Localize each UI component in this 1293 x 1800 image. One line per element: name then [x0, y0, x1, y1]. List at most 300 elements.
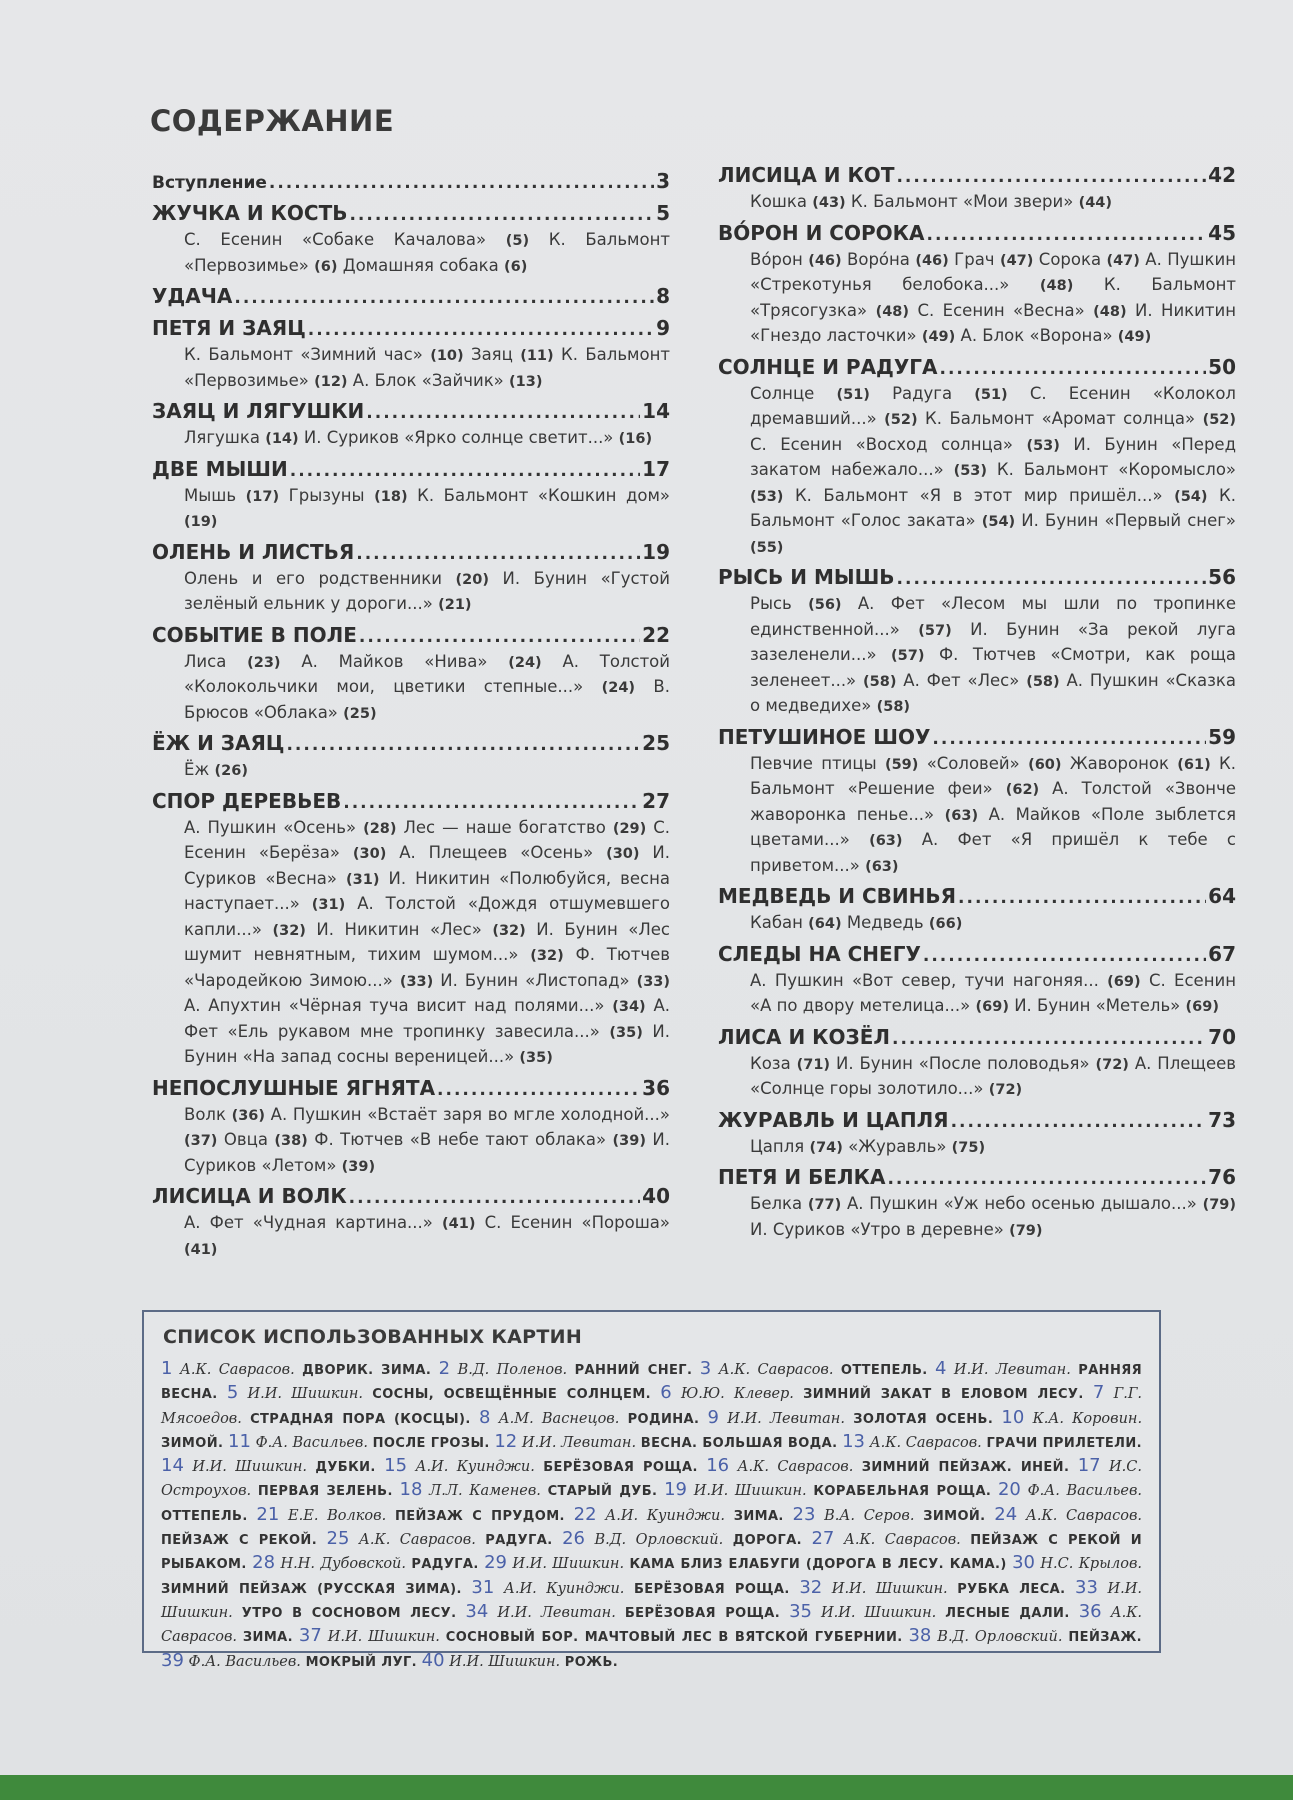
- painting-number: 37: [298, 1625, 322, 1647]
- toc-page-number: 22: [642, 622, 670, 647]
- toc-heading: [718, 724, 1236, 752]
- toc-leader-dots: [940, 356, 1207, 382]
- painting-title: ОТТЕПЕЛЬ.: [161, 1508, 248, 1524]
- subentry-text: К. Бальмонт «Коромысло»: [987, 460, 1237, 479]
- subentry-text: А. Майков «Нива»: [280, 651, 509, 671]
- toc-heading: [152, 168, 670, 196]
- toc-heading: [152, 730, 670, 758]
- painting-author: И.С. Остроухов.: [161, 1459, 1142, 1500]
- subentry-page-ref: (48): [1039, 278, 1074, 294]
- toc-entry: [152, 1183, 670, 1262]
- subentry-text: Цапля: [750, 1136, 810, 1156]
- painting-title: КОРАБЕЛЬНАЯ РОЩА.: [813, 1484, 992, 1500]
- painting-title: РАДУГА.: [411, 1557, 479, 1573]
- toc-subentries: [718, 382, 1236, 561]
- painting-author: А.К. Саврасов.: [161, 1604, 1143, 1646]
- toc-leader-dots: [234, 285, 654, 311]
- painting-title: МОКРЫЙ ЛУГ.: [305, 1654, 418, 1670]
- painting-number: 8: [478, 1406, 491, 1428]
- toc-heading-title: ЛИСИЦА И КОТ: [718, 163, 895, 187]
- toc-entry: [718, 883, 1236, 937]
- toc-page-number: 3: [656, 169, 670, 193]
- subentry-page-ref: (13): [509, 373, 543, 390]
- toc-entry: [718, 220, 1236, 350]
- subentry-text: Кошка: [750, 192, 813, 211]
- painting-author: И.И. Шишкин.: [449, 1653, 561, 1670]
- painting-author: Ф.А. Васильев.: [188, 1653, 301, 1670]
- subentry-text: К. Бальмонт «Зимний час»: [184, 345, 431, 364]
- subentry-page-ref: (39): [341, 1158, 376, 1175]
- subentry-page-ref: (79): [1202, 1197, 1236, 1213]
- toc-page-number: 45: [1208, 220, 1236, 245]
- subentry-text: С. Есенин «А по двору метелица...»: [750, 970, 1237, 1015]
- subentry-text: А. Толстой «Колокольчики мои, цветики степные...»: [184, 651, 670, 696]
- toc-heading: [718, 883, 1236, 911]
- toc-heading-title: ПЕТУШИНОЕ ШОУ: [718, 724, 931, 749]
- subentry-text: Лягушка: [184, 428, 266, 447]
- subentry-page-ref: (44): [1078, 195, 1113, 211]
- toc-subentries: [718, 592, 1236, 720]
- painting-author: И.И. Шишкин.: [192, 1459, 307, 1476]
- subentry-page-ref: (51): [974, 386, 1008, 403]
- painting-author: А.И. Куинджи.: [415, 1459, 535, 1476]
- subentry-text: И. Бунин «Густой зелёный ельник у дороги...»: [184, 568, 670, 613]
- painting-author: Е.Е. Волков.: [288, 1507, 387, 1524]
- subentry-text: А. Толстой «Звонче жаворонка пенье...»: [750, 779, 1236, 824]
- subentry-text: Воро́на: [841, 249, 916, 269]
- toc-leader-dots: [951, 1109, 1207, 1135]
- subentry-text: И. Суриков «Ярко солнце светит...»: [298, 428, 619, 447]
- toc-left-column: [152, 168, 670, 1266]
- subentry-page-ref: (33): [636, 973, 671, 990]
- toc-subentries: [718, 1192, 1236, 1243]
- toc-heading: [152, 200, 670, 228]
- subentry-page-ref: (26): [214, 763, 248, 779]
- toc-entry: [152, 539, 670, 618]
- subentry-page-ref: (48): [1093, 303, 1127, 320]
- subentry-page-ref: (63): [865, 858, 899, 875]
- subentry-page-ref: (20): [455, 571, 489, 588]
- subentry-text: «Журавль»: [842, 1136, 952, 1156]
- toc-heading-title: СЛЕДЫ НА СНЕГУ: [718, 941, 921, 966]
- subentry-page-ref: (66): [928, 916, 963, 932]
- painting-title: УТРО В СОСНОВОМ ЛЕСУ.: [241, 1605, 457, 1621]
- painting-title: ЗИМНИЙ ПЕЙЗАЖ. ИНЕЙ.: [861, 1460, 1070, 1476]
- toc-heading-title: ПЕТЯ И ЗАЯЦ: [152, 316, 306, 340]
- subentry-text: К. Бальмонт «Голос заката»: [750, 485, 1236, 530]
- footer-bar: [0, 1775, 1293, 1800]
- subentry-page-ref: (46): [808, 252, 842, 269]
- toc-heading: [718, 354, 1236, 382]
- toc-entry: [718, 941, 1236, 1020]
- toc-leader-dots: [356, 541, 640, 567]
- subentry-text: Овца: [217, 1130, 275, 1149]
- subentry-page-ref: (72): [1095, 1056, 1129, 1073]
- painting-author: А.К. Саврасов.: [843, 1532, 961, 1549]
- subentry-page-ref: (69): [1185, 999, 1219, 1015]
- painting-number: 6: [660, 1382, 672, 1404]
- subentry-text: С. Есенин «Берёза»: [184, 817, 670, 862]
- subentry-page-ref: (74): [809, 1139, 843, 1156]
- toc-subentries: [152, 343, 670, 394]
- subentry-text: Радуга: [869, 383, 975, 403]
- painting-number: 22: [573, 1503, 597, 1525]
- toc-subentries: [152, 650, 670, 727]
- toc-heading-title: ВО́РОН И СОРОКА: [718, 220, 925, 245]
- subentry-text: И. Никитин «Полюбуйся, весна наступает...»: [184, 868, 670, 913]
- painting-author: А.К. Саврасов.: [737, 1459, 854, 1476]
- subentry-text: А. Пушкин «Стрекотунья белобока...»: [750, 249, 1236, 294]
- toc-heading: [152, 788, 670, 816]
- toc-entry: [152, 788, 670, 1071]
- painting-number: 12: [494, 1430, 518, 1452]
- subentry-text: С. Есенин «Весна»: [909, 300, 1094, 320]
- toc-heading-title: ОЛЕНЬ И ЛИСТЬЯ: [152, 539, 355, 564]
- painting-number: 27: [811, 1528, 835, 1550]
- toc-subentries: [718, 911, 1236, 937]
- subentry-text: А. Плещеев «Солнце горы золотило...»: [750, 1053, 1236, 1098]
- toc-page-number: 70: [1208, 1024, 1236, 1049]
- subentry-text: Мышь: [184, 485, 246, 505]
- subentry-page-ref: (5): [505, 233, 530, 249]
- toc-page-number: 76: [1208, 1165, 1236, 1189]
- toc-heading-title: ЗАЯЦ И ЛЯГУШКИ: [152, 399, 365, 423]
- subentry-text: А. Пушкин «Встаёт заря во мгле холодной...»: [265, 1104, 671, 1124]
- painting-number: 35: [789, 1600, 812, 1622]
- subentry-page-ref: (6): [314, 258, 338, 275]
- subentry-text: И. Бунин «Первый снег»: [1015, 511, 1237, 530]
- toc-heading: [718, 1107, 1236, 1135]
- toc-leader-dots: [290, 458, 640, 484]
- toc-right-column: [718, 162, 1236, 1247]
- toc-heading-title: СОБЫТИЕ В ПОЛЕ: [152, 622, 357, 647]
- toc-page-number: 73: [1208, 1107, 1236, 1132]
- painting-title: ГРАЧИ ПРИЛЕТЕЛИ.: [986, 1435, 1142, 1451]
- subentry-text: Солнце: [750, 383, 837, 403]
- subentry-text: С. Есенин «Пороша»: [475, 1213, 671, 1232]
- painting-author: А.К. Саврасов.: [869, 1434, 982, 1451]
- toc-page-number: 50: [1208, 354, 1236, 379]
- painting-title: ЗОЛОТАЯ ОСЕНЬ.: [853, 1411, 994, 1427]
- painting-title: БЕРЁЗОВАЯ РОЩА.: [633, 1581, 790, 1597]
- painting-title: РОДИНА.: [627, 1411, 700, 1427]
- painting-title: БЕРЁЗОВАЯ РОЩА.: [624, 1605, 781, 1621]
- subentry-text: Волк: [184, 1104, 232, 1124]
- painting-number: 10: [1001, 1406, 1025, 1428]
- subentry-text: Ф. Тютчев «Чародейкою Зимою...»: [184, 945, 670, 990]
- subentry-text: И. Бунин «Перед закатом набежало...»: [750, 434, 1236, 479]
- toc-leader-dots: [349, 202, 654, 228]
- toc-entry: [718, 1024, 1236, 1103]
- painting-number: 39: [161, 1649, 184, 1671]
- subentry-text: И. Никитин «Гнездо ласточки»: [750, 300, 1236, 345]
- subentry-text: Олень и его родственники: [184, 568, 456, 588]
- toc-heading-title: НЕПОСЛУШНЫЕ ЯГНЯТА: [152, 1075, 436, 1100]
- subentry-page-ref: (6): [504, 258, 528, 275]
- subentry-text: И. Суриков «Весна»: [184, 843, 670, 888]
- subentry-text: К. Бальмонт «Я в этот мир пришёл...»: [783, 485, 1175, 505]
- subentry-text: К. Бальмонт «Первозимье»: [184, 345, 670, 390]
- toc-heading-title: ЛИСИЦА И ВОЛК: [152, 1184, 347, 1208]
- toc-entry: [152, 398, 670, 452]
- subentry-page-ref: (32): [492, 922, 526, 939]
- toc-subentries: [152, 484, 670, 535]
- subentry-text: А. Блок «Зайчик»: [347, 370, 510, 390]
- painting-title: РАННЯЯ ВЕСНА.: [161, 1363, 1143, 1403]
- painting-author: Н.С. Крылов.: [1040, 1556, 1143, 1573]
- painting-number: 40: [421, 1649, 445, 1671]
- toc-entry: [718, 1107, 1236, 1161]
- toc-page-number: 42: [1208, 163, 1236, 187]
- subentry-text: Медведь: [841, 913, 929, 932]
- toc-page-number: 64: [1208, 884, 1236, 908]
- toc-page-number: 17: [642, 456, 670, 481]
- subentry-text: Грач: [948, 249, 1000, 269]
- subentry-text: Жаворонок: [1061, 753, 1178, 773]
- painting-author: Ф.А. Васильев.: [255, 1434, 368, 1451]
- subentry-text: Рысь: [750, 594, 809, 613]
- toc-subentries: [718, 248, 1236, 350]
- painting-title: ЗИМНИЙ ПЕЙЗАЖ (РУССКАЯ ЗИМА).: [161, 1581, 462, 1597]
- subentry-text: А. Толстой «Дождя отшумевшего капли...»: [184, 894, 670, 939]
- painting-author: В.Д. Поленов.: [457, 1362, 568, 1378]
- toc-entry: [152, 1075, 670, 1180]
- toc-heading: [718, 220, 1236, 248]
- subentry-text: К. Бальмонт «Первозимье»: [184, 230, 670, 275]
- toc-heading: [152, 398, 670, 426]
- subentry-text: А. Фет «Лесом мы шли по тропинке единственной...»: [750, 594, 1236, 639]
- subentry-page-ref: (49): [1117, 329, 1152, 345]
- toc-leader-dots: [926, 222, 1206, 248]
- subentry-text: К. Бальмонт «Решение феи»: [750, 753, 1236, 798]
- subentry-page-ref: (54): [1174, 488, 1208, 505]
- painting-author: А.И. Куинджи.: [605, 1507, 725, 1524]
- painting-author: А.К. Саврасов.: [1025, 1507, 1143, 1524]
- painting-author: К.А. Коровин.: [1032, 1410, 1143, 1427]
- toc-heading-title: РЫСЬ И МЫШЬ: [718, 565, 895, 589]
- painting-number: 26: [562, 1528, 585, 1550]
- painting-number: 17: [1077, 1455, 1101, 1477]
- painting-title: БЕРЁЗОВАЯ РОЩА.: [543, 1460, 698, 1476]
- subentry-page-ref: (54): [981, 514, 1016, 530]
- toc-page-number: 8: [656, 284, 670, 308]
- painting-title: ЗИМОЙ.: [923, 1508, 986, 1524]
- painting-author: Ю.Ю. Клевер.: [680, 1386, 794, 1403]
- toc-entry: [152, 456, 670, 535]
- subentry-page-ref: (14): [265, 431, 299, 447]
- painting-number: 2: [438, 1358, 451, 1379]
- subentry-page-ref: (69): [975, 999, 1009, 1015]
- subentry-page-ref: (49): [921, 329, 956, 345]
- painting-title: КАМА БЛИЗ ЕЛАБУГИ (ДОРОГА В ЛЕСУ. КАМА.): [629, 1557, 1007, 1573]
- subentry-page-ref: (55): [750, 539, 784, 556]
- painting-title: ЗИМОЙ.: [161, 1435, 224, 1451]
- painting-number: 20: [997, 1479, 1021, 1501]
- toc-heading: [718, 162, 1236, 190]
- subentry-page-ref: (75): [951, 1139, 986, 1156]
- subentry-page-ref: (24): [601, 680, 636, 696]
- painting-author: А.К. Саврасов.: [179, 1362, 295, 1378]
- subentry-text: К. Бальмонт «Мои звери»: [845, 192, 1079, 211]
- painting-title: РАДУГА.: [485, 1533, 553, 1549]
- toc-heading: [152, 456, 670, 484]
- subentry-page-ref: (32): [530, 948, 564, 964]
- subentry-page-ref: (58): [1026, 673, 1060, 690]
- subentry-text: А. Пушкин «Уж небо осенью дышало...»: [841, 1194, 1203, 1213]
- painting-title: ПОСЛЕ ГРОЗЫ.: [372, 1435, 490, 1451]
- painting-title: ОТТЕПЕЛЬ.: [840, 1363, 928, 1378]
- subentry-page-ref: (60): [1028, 756, 1062, 773]
- subentry-text: Лес — наше богатство: [396, 817, 613, 837]
- subentry-page-ref: (56): [808, 597, 842, 613]
- subentry-text: С. Есенин «Колокол дремавший...»: [750, 383, 1236, 428]
- painting-title: ПЕЙЗАЖ С РЕКОЙ И РЫБАКОМ.: [161, 1533, 1142, 1573]
- toc-leader-dots: [437, 1077, 640, 1103]
- painting-number: 38: [908, 1625, 932, 1647]
- subentry-text: Белка: [750, 1194, 808, 1213]
- painting-number: 14: [161, 1455, 184, 1477]
- subentry-page-ref: (63): [869, 833, 903, 849]
- subentry-page-ref: (64): [808, 916, 842, 932]
- toc-subentries: [152, 567, 670, 618]
- toc-heading-title: ЖУЧКА И КОСТЬ: [152, 201, 348, 225]
- toc-subentries: [152, 816, 670, 1071]
- toc-leader-dots: [958, 885, 1206, 911]
- subentry-page-ref: (53): [750, 488, 784, 505]
- subentry-text: Грызуны: [279, 485, 375, 505]
- toc-entry: [152, 168, 670, 196]
- painting-number: 28: [252, 1552, 276, 1574]
- subentry-page-ref: (36): [231, 1107, 266, 1124]
- painting-number: 13: [842, 1430, 866, 1452]
- subentry-text: А. Майков «Поле зыблется цветами...»: [750, 804, 1236, 849]
- painting-author: В.Д. Орловский.: [594, 1532, 724, 1549]
- painting-title: ПЕЙЗАЖ.: [1068, 1630, 1142, 1646]
- subentry-page-ref: (59): [884, 756, 919, 773]
- painting-title: СТРАДНАЯ ПОРА (КОСЦЫ).: [250, 1411, 471, 1427]
- subentry-page-ref: (77): [807, 1197, 842, 1213]
- toc-entry: [718, 354, 1236, 561]
- painting-number: 36: [1078, 1600, 1102, 1622]
- toc-heading-title: ЁЖ И ЗАЯЦ: [152, 731, 285, 755]
- toc-subentries: [152, 1103, 670, 1180]
- subentry-text: К. Бальмонт «Трясогузка»: [750, 275, 1236, 320]
- subentry-page-ref: (10): [430, 348, 464, 364]
- painting-author: А.И. Куинджи.: [503, 1580, 625, 1597]
- painting-author: И.И. Левитан.: [521, 1434, 637, 1451]
- toc-leader-dots: [897, 566, 1207, 592]
- toc-leader-dots: [343, 790, 640, 816]
- painting-author: Л.Л. Каменев.: [429, 1483, 541, 1500]
- paintings-title: СПИСОК ИСПОЛЬЗОВАННЫХ КАРТИН: [163, 1326, 583, 1348]
- toc-heading: [718, 1164, 1236, 1192]
- painting-title: РОЖЬ.: [564, 1654, 619, 1670]
- painting-title: РАННИЙ СНЕГ.: [574, 1363, 693, 1378]
- painting-author: Г.Г. Мясоедов.: [161, 1386, 1143, 1427]
- subentry-text: С. Есенин «Восход солнца»: [750, 434, 1027, 454]
- subentry-page-ref: (72): [988, 1082, 1023, 1098]
- toc-page-number: 67: [1208, 941, 1236, 966]
- toc-heading-title: МЕДВЕДЬ И СВИНЬЯ: [718, 884, 957, 908]
- painting-number: 4: [935, 1358, 947, 1379]
- subentry-text: И. Никитин «Лес»: [305, 919, 493, 939]
- toc-subentries: [152, 426, 670, 452]
- painting-number: 30: [1012, 1552, 1035, 1574]
- subentry-page-ref: (28): [363, 820, 397, 837]
- painting-title: ДВОРИК. ЗИМА.: [302, 1363, 432, 1378]
- toc-heading-title: УДАЧА: [152, 284, 233, 308]
- toc-heading-title: Вступление: [152, 173, 267, 193]
- page-title: СОДЕРЖАНИЕ: [150, 104, 395, 138]
- painting-number: 7: [1092, 1382, 1105, 1404]
- toc-leader-dots: [932, 726, 1206, 752]
- subentry-page-ref: (57): [918, 622, 952, 639]
- toc-heading: [152, 283, 670, 311]
- painting-title: СОСНОВЫЙ БОР. МАЧТОВЫЙ ЛЕС В ВЯТСКОЙ ГУБЕРНИИ.: [445, 1630, 903, 1646]
- painting-author: В.Д. Орловский.: [937, 1629, 1063, 1646]
- toc-subentries: [718, 969, 1236, 1020]
- subentry-page-ref: (41): [442, 1216, 476, 1232]
- subentry-text: Коза: [750, 1053, 797, 1073]
- painting-number: 32: [799, 1576, 823, 1598]
- subentry-page-ref: (79): [1009, 1222, 1043, 1239]
- subentry-text: Ёж: [184, 760, 215, 779]
- painting-number: 19: [664, 1479, 687, 1501]
- toc-subentries: [152, 758, 670, 784]
- subentry-text: Ф. Тютчев «Смотри, как роща зеленеет...»: [750, 645, 1236, 690]
- subentry-page-ref: (23): [247, 654, 281, 671]
- painting-title: ПЕРВАЯ ЗЕЛЕНЬ.: [257, 1484, 393, 1500]
- painting-number: 31: [471, 1576, 495, 1598]
- toc-heading: [152, 315, 670, 343]
- painting-number: 29: [484, 1552, 508, 1574]
- toc-page-number: 56: [1208, 565, 1236, 589]
- subentry-text: А. Фет «Лес»: [896, 670, 1027, 690]
- toc-subentries: [718, 1135, 1236, 1161]
- subentry-page-ref: (35): [519, 1050, 553, 1066]
- toc-page-number: 14: [642, 399, 670, 423]
- subentry-text: Кабан: [750, 913, 809, 932]
- subentry-text: А. Пушкин «Вот север, тучи нагоняя...: [750, 970, 1108, 990]
- painting-title: ПЕЙЗАЖ С ПРУДОМ.: [394, 1508, 565, 1524]
- toc-page-number: 25: [642, 731, 670, 755]
- subentry-page-ref: (39): [612, 1133, 646, 1149]
- toc-heading-title: СПОР ДЕРЕВЬЕВ: [152, 788, 342, 813]
- painting-title: ДУБКИ.: [315, 1460, 376, 1476]
- subentry-text: И. Суриков «Утро в деревне»: [750, 1219, 1010, 1239]
- painting-author: И.И. Шишкин.: [831, 1580, 948, 1597]
- toc-page-number: 59: [1208, 724, 1236, 749]
- subentry-text: В. Брюсов «Облака»: [184, 677, 670, 722]
- subentry-page-ref: (30): [606, 846, 640, 862]
- painting-title: ЗИМНИЙ ЗАКАТ В ЕЛОВОМ ЛЕСУ.: [803, 1387, 1084, 1403]
- painting-number: 3: [699, 1358, 712, 1379]
- toc-entry: [718, 564, 1236, 720]
- subentry-text: А. Фет «Я пришёл к тебе с приветом...»: [750, 830, 1237, 875]
- subentry-page-ref: (38): [274, 1133, 308, 1149]
- subentry-page-ref: (24): [508, 654, 542, 671]
- subentry-page-ref: (31): [311, 897, 346, 913]
- painting-number: 11: [228, 1430, 251, 1452]
- painting-number: 34: [465, 1600, 489, 1622]
- paintings-box: [142, 1310, 1161, 1671]
- toc-leader-dots: [349, 1185, 640, 1211]
- subentry-text: А. Пушкин «Сказка о медведихе»: [750, 670, 1236, 715]
- subentry-page-ref: (17): [245, 488, 280, 505]
- painting-author: А.К. Саврасов.: [358, 1532, 476, 1549]
- subentry-text: И. Бунин «После половодья»: [830, 1053, 1096, 1073]
- painting-number: 9: [707, 1406, 719, 1428]
